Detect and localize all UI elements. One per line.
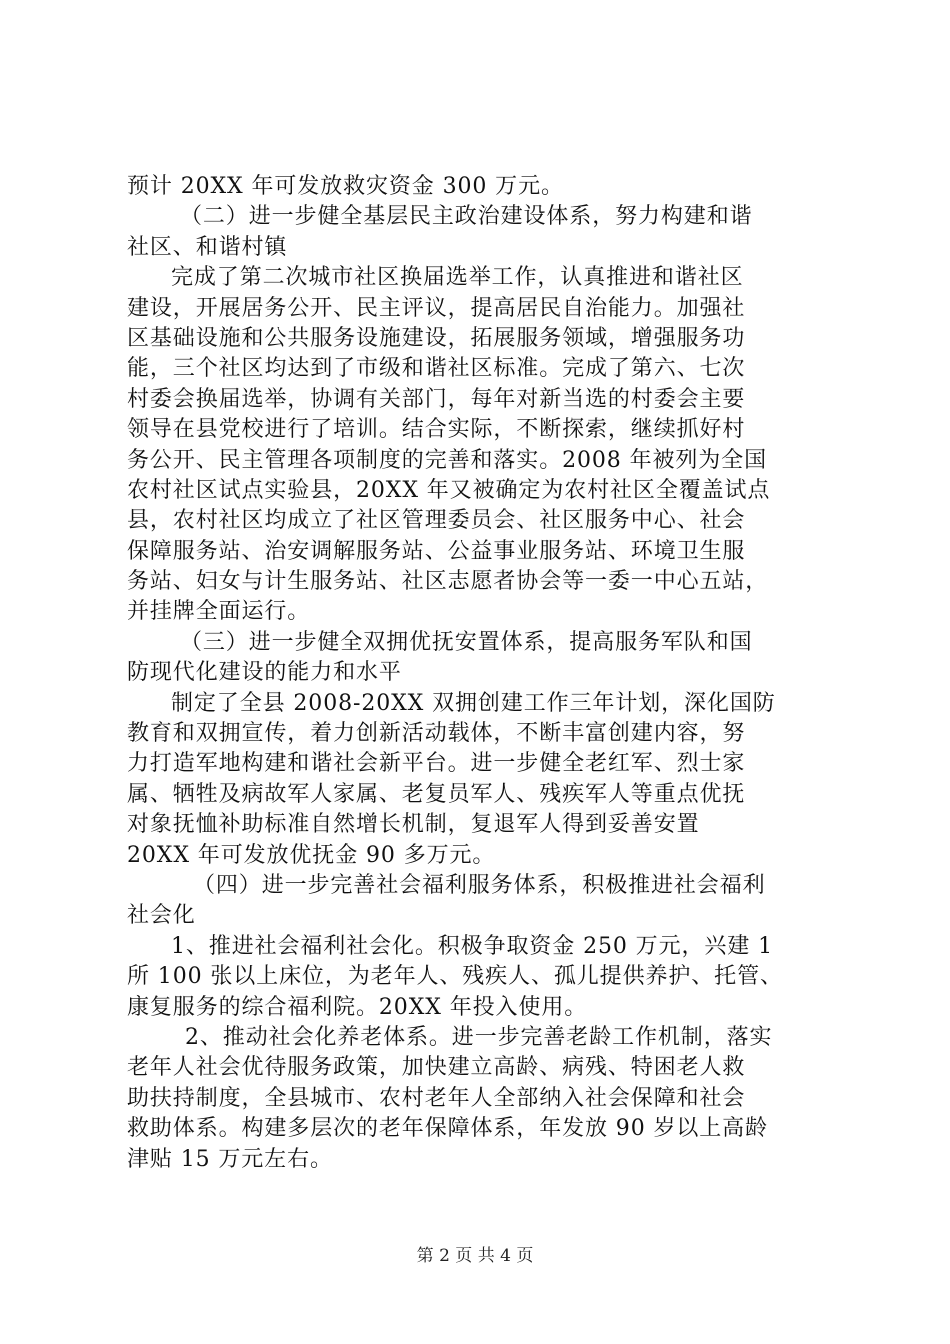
paragraph-line: 20XX 年可发放优抚金 90 多万元。 <box>127 842 496 868</box>
paragraph-line: 津贴 15 万元左右。 <box>127 1146 333 1172</box>
paragraph-line: 保障服务站、治安调解服务站、公益事业服务站、环境卫生服 <box>127 538 746 564</box>
paragraph-line: 康复服务的综合福利院。20XX 年投入使用。 <box>127 994 588 1020</box>
section-heading-2: （二）进一步健全基层民主政治建设体系，努力构建和谐 <box>180 204 753 230</box>
paragraph-line: 农村社区试点实验县，20XX 年又被确定为农村社区全覆盖试点 <box>127 477 771 503</box>
paragraph-line: 老年人社会优待服务政策，加快建立高龄、病残、特困老人救 <box>127 1055 746 1081</box>
paragraph-line: 所 100 张以上床位，为老年人、残疾人、孤儿提供养护、托管、 <box>127 964 783 990</box>
paragraph-line: 制定了全县 2008-20XX 双拥创建工作三年计划，深化国防 <box>171 690 776 716</box>
list-item-1: 1、推进社会福利社会化。积极争取资金 250 万元，兴建 1 <box>171 933 773 959</box>
paragraph-line: 领导在县党校进行了培训。结合实际，不断探索，继续抓好村 <box>127 417 746 443</box>
paragraph-line: 属、牺牲及病故军人家属、老复员军人、残疾军人等重点优抚 <box>127 781 746 807</box>
paragraph-line: 务公开、民主管理各项制度的完善和落实。2008 年被列为全国 <box>127 447 767 473</box>
paragraph-line: 村委会换届选举，协调有关部门，每年对新当选的村委会主要 <box>127 386 746 412</box>
paragraph-line: 并挂牌全面运行。 <box>127 599 311 625</box>
section-heading-4-cont: 社会化 <box>127 903 196 929</box>
section-heading-3: （三）进一步健全双拥优抚安置体系，提高服务军队和国 <box>180 629 753 655</box>
text-line: 预计 20XX 年可发放救灾资金 300 万元。 <box>127 174 564 199</box>
paragraph-line: 务站、妇女与计生服务站、社区志愿者协会等一委一中心五站， <box>127 569 769 595</box>
page-number: 第 2 页 共 4 页 <box>416 1246 534 1266</box>
list-item-2: 2、推动社会化养老体系。进一步完善老龄工作机制，落实 <box>185 1024 773 1050</box>
page-footer <box>0 1241 950 1266</box>
paragraph-line: 建设，开展居务公开、民主评议，提高居民自治能力。加强社 <box>127 295 746 321</box>
paragraph-line: 能，三个社区均达到了市级和谐社区标准。完成了第六、七次 <box>127 356 746 382</box>
paragraph-line: 对象抚恤补助标准自然增长机制，复退军人得到妥善安置 <box>127 812 700 838</box>
section-heading-3-cont: 防现代化建设的能力和水平 <box>127 660 402 686</box>
paragraph-line: 县，农村社区均成立了社区管理委员会、社区服务中心、社会 <box>127 508 746 534</box>
paragraph-line: 区基础设施和公共服务设施建设，拓展服务领域，增强服务功 <box>127 325 746 351</box>
document-body <box>127 172 839 1175</box>
paragraph-line: 助扶持制度，全县城市、农村老年人全部纳入社会保障和社会 <box>127 1085 746 1111</box>
section-heading-4: （四）进一步完善社会福利服务体系，积极推进社会福利 <box>193 872 766 898</box>
paragraph-line: 教育和双拥宣传，着力创新活动载体，不断丰富创建内容，努 <box>127 721 746 747</box>
paragraph-line: 力打造军地构建和谐社会新平台。进一步健全老红军、烈士家 <box>127 751 746 777</box>
paragraph-line: 救助体系。构建多层次的老年保障体系，年发放 90 岁以上高龄 <box>127 1116 768 1142</box>
section-heading-2-cont: 社区、和谐村镇 <box>127 234 288 260</box>
paragraph-line: 完成了第二次城市社区换届选举工作，认真推进和谐社区 <box>171 265 744 291</box>
